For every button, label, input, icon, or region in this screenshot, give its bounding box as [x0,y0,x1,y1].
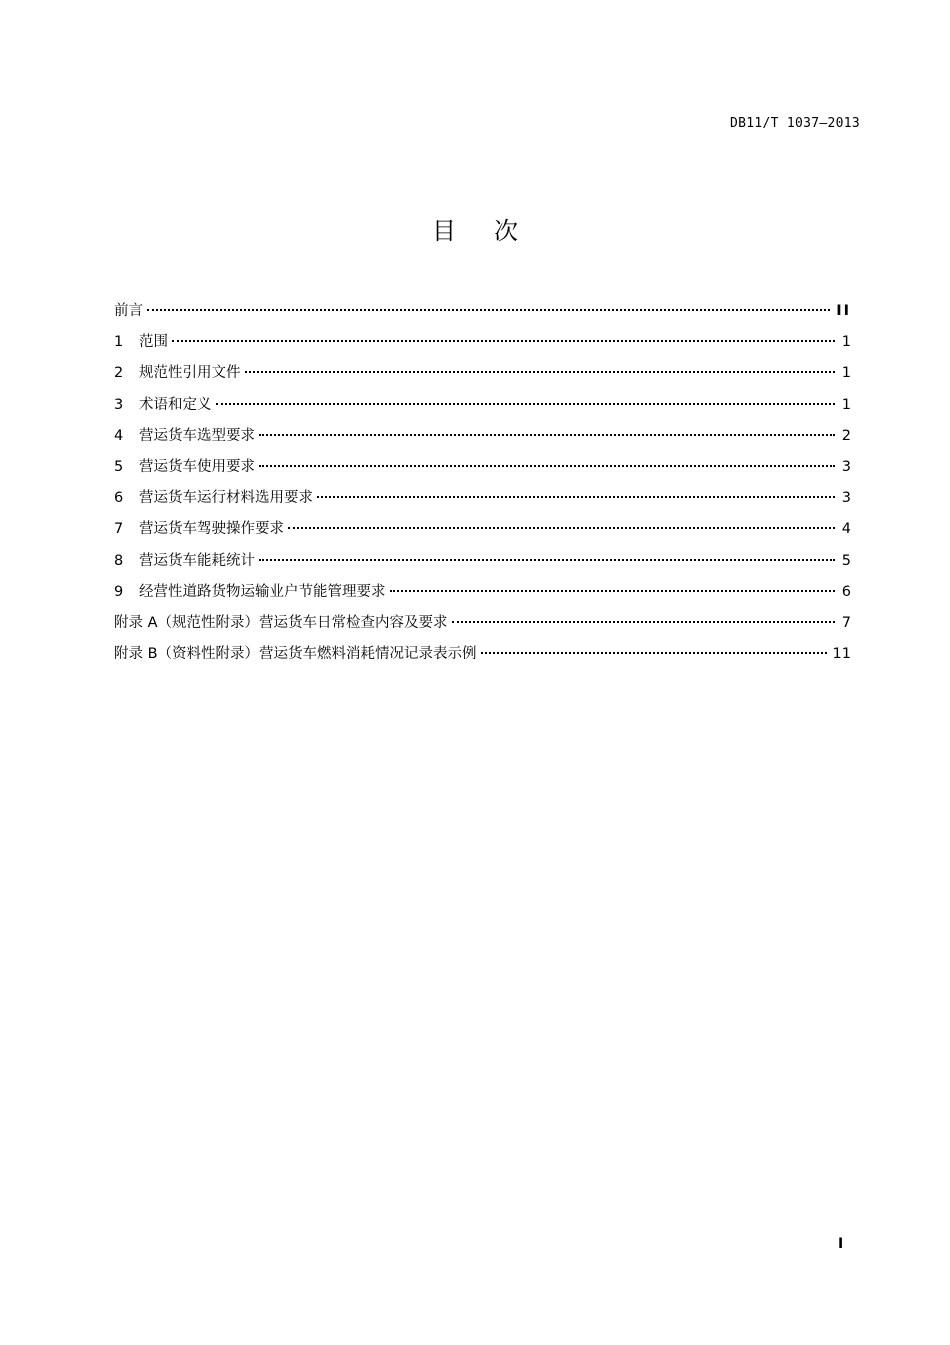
toc-entry-page: II [836,303,851,319]
toc-entry-label: 营运货车运行材料选用要求 [139,490,313,507]
toc-entry-number: 2 [114,365,124,382]
toc-entry-page: 7 [841,614,851,631]
toc-entry-label: 营运货车驾驶操作要求 [139,521,284,538]
toc-title-text: 目次 [432,217,556,245]
toc-entry-4[interactable] [114,421,851,452]
toc-entry-label: 范围 [139,334,168,351]
toc-entry-label: 术语和定义 [139,396,212,413]
toc-dot-leader [452,621,835,623]
toc-entry-page: 6 [841,583,851,600]
toc-entry-label: 前言 [114,303,143,319]
toc-dot-leader [259,559,835,561]
toc-entry-number: 9 [114,583,124,600]
toc-entry-page: 11 [832,646,851,663]
toc-entry-number: 1 [114,334,124,351]
toc-dot-leader [317,496,835,498]
toc-dot-leader [245,371,836,373]
toc-entry-5[interactable] [114,452,851,483]
toc-entry-label: 经营性道路货物运输业户节能管理要求 [139,583,386,600]
document-code: DB11/T 1037—2013 [729,116,860,131]
toc-dot-leader [481,652,827,654]
toc-entry-page: 1 [841,396,851,413]
toc-entry-page: 3 [841,490,851,507]
toc-entry-label: 营运货车能耗统计 [139,552,255,569]
toc-entry-number: 5 [114,458,124,475]
toc-entry-page: 2 [841,427,851,444]
toc-title [0,211,950,246]
toc-entry-label: 附录 A（规范性附录）营运货车日常检查内容及要求 [114,614,448,631]
table-of-contents [114,296,851,670]
toc-dot-leader [390,590,836,592]
toc-entry-number: 7 [114,521,124,538]
toc-entry-number: 3 [114,396,124,413]
toc-entry-9[interactable] [114,577,851,608]
toc-entry-page: 3 [841,458,851,475]
toc-entry-number: 4 [114,427,124,444]
toc-entry-6[interactable] [114,483,851,514]
toc-entry-label: 营运货车选型要求 [139,427,255,444]
toc-entry-1[interactable] [114,327,851,358]
toc-entry-2[interactable] [114,358,851,389]
toc-entry-8[interactable] [114,546,851,577]
toc-entry-page: 5 [841,552,851,569]
toc-entry-foreword[interactable] [114,296,851,327]
toc-entry-appendix-b[interactable] [114,639,851,670]
toc-entry-appendix-a[interactable] [114,608,851,639]
page-number: I [838,1236,844,1252]
toc-entry-page: 1 [841,365,851,382]
toc-entry-label: 营运货车使用要求 [139,458,255,475]
toc-entry-label: 规范性引用文件 [139,365,241,382]
toc-dot-leader [147,309,830,311]
toc-entry-3[interactable] [114,390,851,421]
toc-entry-number: 8 [114,552,124,569]
toc-dot-leader [172,340,835,342]
toc-dot-leader [259,465,835,467]
toc-entry-7[interactable] [114,514,851,545]
toc-dot-leader [216,403,836,405]
toc-dot-leader [259,434,835,436]
toc-dot-leader [288,527,835,529]
toc-entry-label: 附录 B（资料性附录）营运货车燃料消耗情况记录表示例 [114,646,477,663]
toc-entry-page: 1 [841,334,851,351]
toc-entry-number: 6 [114,490,124,507]
toc-entry-page: 4 [841,521,851,538]
